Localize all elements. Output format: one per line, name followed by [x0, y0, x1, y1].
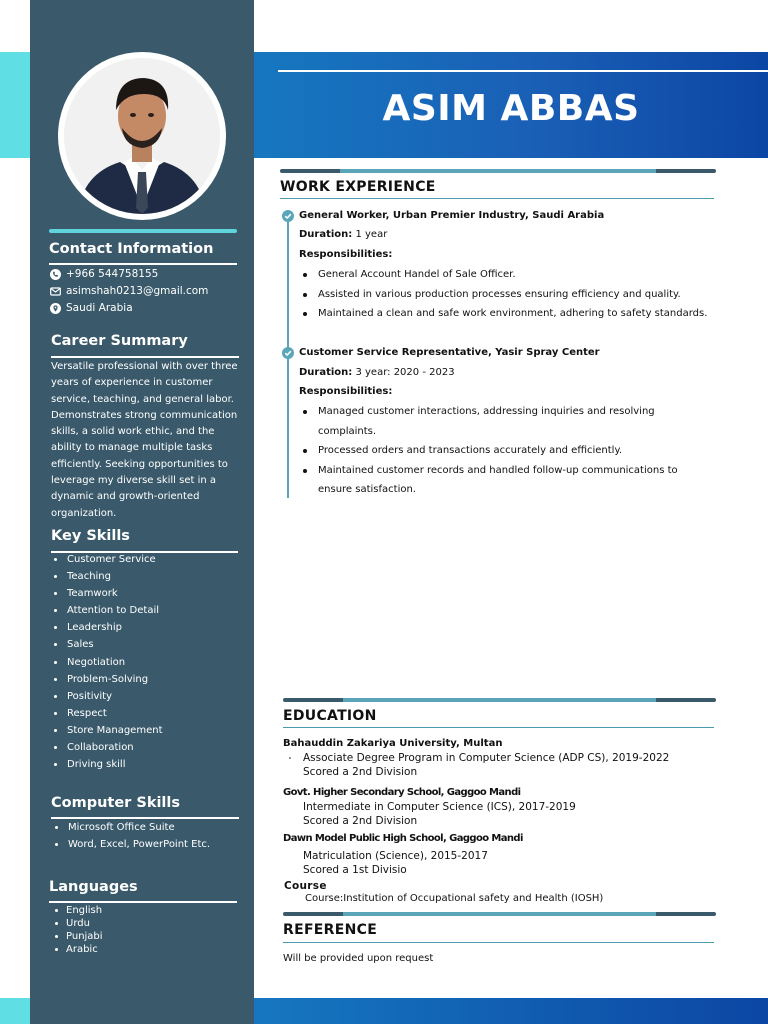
list-item: Driving skill	[51, 756, 162, 773]
responsibilities-label-1	[299, 249, 392, 260]
location-pin-icon	[50, 303, 61, 314]
contact-title: Contact Information	[49, 241, 214, 257]
education-degree-1: Associate Degree Program in Computer Science (ADP CS), 2019-2022	[303, 752, 670, 764]
list-item: Teaching	[51, 568, 162, 585]
list-item: Store Management	[51, 722, 162, 739]
education-result-3: Scored a 1st Divisio	[303, 864, 407, 876]
list-item: Sales	[51, 636, 162, 653]
list-item: Microsoft Office Suite	[52, 819, 210, 836]
contact-location-text: Saudi Arabia	[66, 302, 133, 314]
profile-photo	[58, 52, 226, 220]
duration-label: Duration:	[299, 367, 353, 378]
education-result-2: Scored a 2nd Division	[303, 815, 418, 827]
header-band	[254, 52, 768, 158]
education-school-1: Bahauddin Zakariya University, Multan	[283, 738, 503, 749]
duration-value: 3 year: 2020 - 2023	[352, 367, 455, 378]
list-item: Collaboration	[51, 739, 162, 756]
languages-title: Languages	[49, 879, 138, 895]
list-item: Punjabi	[52, 930, 103, 943]
list-item: Leadership	[51, 619, 162, 636]
list-item: Customer Service	[51, 551, 162, 568]
education-accent-bar	[283, 698, 716, 702]
duration-label: Duration:	[299, 229, 353, 240]
reference-rule	[283, 942, 714, 943]
career-summary-underline	[51, 356, 239, 358]
job-title-1: General Worker, Urban Premier Industry, Saudi Arabia	[299, 210, 605, 221]
reference-title: REFERENCE	[283, 922, 378, 938]
list-item: Processed orders and transactions accurately and efficiently.	[300, 441, 678, 461]
profile-photo-image	[64, 58, 220, 214]
contact-email-text: asimshah0213@gmail.com	[66, 285, 209, 297]
responsibilities-label-2	[299, 386, 392, 397]
list-item: Respect	[51, 705, 162, 722]
footer-band	[254, 998, 768, 1024]
course-label: Course	[284, 880, 327, 892]
computer-skills-title: Computer Skills	[51, 795, 181, 811]
list-item: Teamwork	[51, 585, 162, 602]
reference-text: Will be provided upon request	[283, 953, 434, 964]
list-item: English	[52, 904, 103, 917]
list-item: Maintained a clean and safe work environment, adhering to safety standards.	[300, 304, 707, 324]
career-summary-title: Career Summary	[51, 333, 188, 349]
languages-underline	[49, 901, 237, 903]
list-item: Maintained customer records and handled follow-up communications to	[300, 461, 678, 481]
job-duration-2	[299, 367, 455, 378]
education-rule	[283, 727, 714, 728]
duration-value: 1 year	[352, 229, 388, 240]
job-duration-1	[299, 229, 387, 240]
header-rule	[278, 70, 768, 72]
reference-accent-bar	[283, 912, 716, 916]
work-experience-rule	[280, 198, 714, 199]
education-school-3: Dawn Model Public High School, Gaggoo Mandi	[283, 833, 523, 844]
contact-accent-bar	[49, 229, 237, 233]
work-experience-title: WORK EXPERIENCE	[280, 179, 436, 195]
check-circle-icon	[282, 210, 294, 222]
job-responsibilities-1	[300, 265, 707, 324]
list-item: Negotiation	[51, 654, 162, 671]
education-bullet	[289, 757, 291, 759]
education-degree-3: Matriculation (Science), 2015-2017	[303, 850, 488, 862]
work-experience-accent-bar	[280, 169, 716, 173]
left-accent-block-bottom	[0, 998, 30, 1024]
contact-location	[50, 302, 133, 314]
job-responsibilities-2	[300, 402, 678, 500]
left-accent-block-top	[0, 52, 30, 158]
phone-icon	[50, 269, 61, 280]
contact-email[interactable]	[50, 285, 208, 297]
list-item: Assisted in various production processes ensuring efficiency and quality.	[300, 285, 707, 305]
contact-phone-text: +966 544758155	[66, 268, 159, 280]
envelope-icon	[50, 286, 61, 297]
key-skills-title: Key Skills	[51, 528, 130, 544]
career-summary-text: Versatile professional with over three years of experience in customer service, teaching, and general labor. Demonstrates strong communication skills, a solid work ethic, and the ability to manage multiple tasks efficiently. Seeking opportunities to leverage my diverse skill set in a dynamic and growth-oriented organization.	[51, 361, 238, 519]
key-skills-list	[51, 551, 162, 773]
list-item: Managed customer interactions, addressing inquiries and resolving	[300, 402, 678, 422]
list-item: Positivity	[51, 688, 162, 705]
job-title-2: Customer Service Representative, Yasir Spray Center	[299, 347, 600, 358]
languages-list	[52, 904, 103, 956]
list-item: Word, Excel, PowerPoint Etc.	[52, 836, 210, 853]
candidate-name: ASIM ABBAS	[382, 88, 640, 129]
check-circle-icon	[282, 347, 294, 359]
responsibilities-label: Responsibilities:	[299, 249, 393, 260]
responsibilities-label: Responsibilities:	[299, 386, 393, 397]
list-item: Urdu	[52, 917, 103, 930]
computer-skills-list	[52, 819, 210, 853]
list-item: Arabic	[52, 943, 103, 956]
education-degree-2: Intermediate in Computer Science (ICS), 2017-2019	[303, 801, 576, 813]
education-school-2: Govt. Higher Secondary School, Gaggoo Mandi	[283, 787, 521, 798]
list-item: complaints.	[318, 425, 377, 437]
list-item: ensure satisfaction.	[318, 484, 416, 496]
education-title: EDUCATION	[283, 708, 377, 724]
list-item: General Account Handel of Sale Officer.	[300, 265, 707, 285]
list-item: Attention to Detail	[51, 602, 162, 619]
education-result-1: Scored a 2nd Division	[303, 766, 418, 778]
contact-underline	[49, 263, 237, 265]
course-text: Course:Institution of Occupational safety and Health (IOSH)	[305, 893, 604, 904]
list-item: Problem-Solving	[51, 671, 162, 688]
contact-phone[interactable]	[50, 268, 158, 280]
